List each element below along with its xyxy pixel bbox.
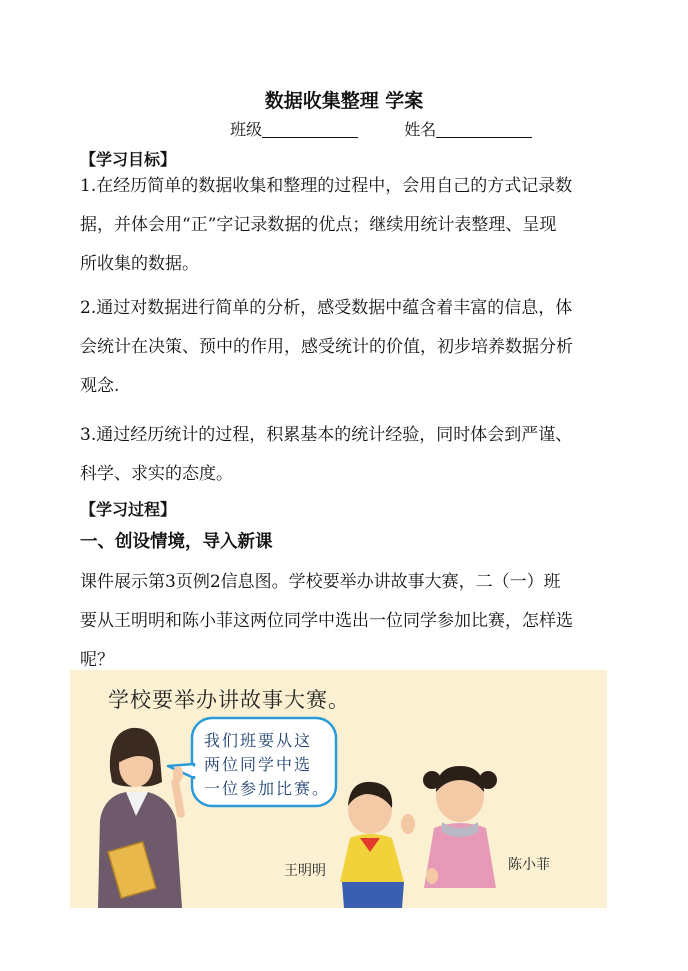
girl-name-label: 陈小菲 <box>508 857 550 873</box>
goal-2-line-1: 2.通过对数据进行简单的分析，感受数据中蕴含着丰富的信息，体 <box>80 298 573 318</box>
story-contest-illustration <box>70 670 607 908</box>
goal-2 <box>80 289 616 406</box>
class-blank[interactable] <box>262 121 358 138</box>
goal-2-line-3: 观念. <box>80 376 120 396</box>
name-blank[interactable] <box>436 121 532 138</box>
goal-1-line-1: 1.在经历简单的数据收集和整理的过程中，会用自己的方式记录数 <box>80 176 573 196</box>
class-label: 班级 <box>230 120 263 139</box>
intro-paragraph <box>80 563 616 680</box>
teacher-figure <box>98 728 185 908</box>
goal-3-line-1: 3.通过经历统计的过程，积累基本的统计经验，同时体会到严谨、 <box>80 425 573 445</box>
boy-name-label: 王明明 <box>284 863 326 879</box>
name-label: 姓名 <box>404 120 437 139</box>
intro-line-3: 呢？ <box>80 650 114 670</box>
speech-bubble <box>168 718 336 806</box>
intro-line-2: 要从王明明和陈小菲这两位同学中选出一位同学参加比赛，怎样选 <box>80 611 573 631</box>
goal-1-line-3: 所收集的数据。 <box>80 254 199 274</box>
boy-figure <box>340 782 415 908</box>
part-1-heading: 一、创设情境，导入新课 <box>80 532 273 552</box>
goal-2-line-2: 会统计在决策、预中的作用，感受统计的价值，初步培养数据分析 <box>80 337 573 357</box>
page-title: 数据收集整理 学案 <box>264 90 424 112</box>
bubble-line-2: 两位同学中选 <box>204 755 313 774</box>
bubble-line-3: 一位参加比赛。 <box>204 779 331 798</box>
goal-1-line-2: 据，并体会用“正”字记录数据的优点；继续用统计表整理、呈现 <box>80 215 557 235</box>
goals-heading: 【学习目标】 <box>80 150 177 169</box>
bubble-line-1: 我们班要从这 <box>204 731 313 750</box>
intro-line-1: 课件展示第3页例2信息图。学校要举办讲故事大赛，二（一）班 <box>80 572 561 592</box>
goal-3-line-2: 科学、求实的态度。 <box>80 464 233 484</box>
class-name-line <box>230 117 532 140</box>
process-heading: 【学习过程】 <box>80 500 177 519</box>
illustration-caption: 学校要举办讲故事大赛。 <box>108 688 350 712</box>
goal-3 <box>80 416 616 494</box>
girl-figure <box>423 766 497 888</box>
goal-1 <box>80 167 616 284</box>
